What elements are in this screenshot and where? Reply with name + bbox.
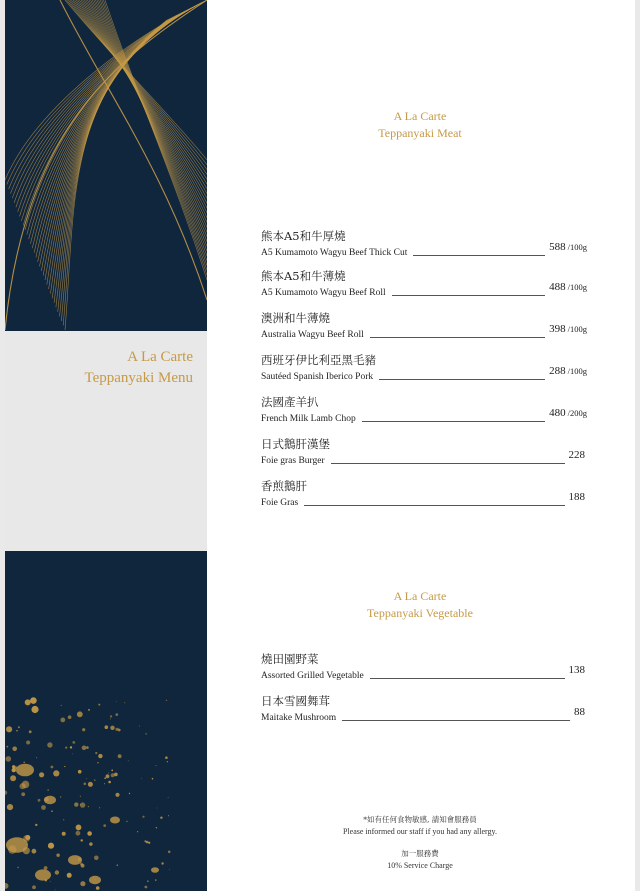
item-name-en: Sautéed Spanish Iberico Pork: [261, 372, 374, 382]
page-border-right: [635, 0, 640, 891]
item-unit: /100g: [567, 242, 587, 252]
item-name-cn: 燒田園野菜: [261, 652, 319, 666]
menu-item: [261, 395, 587, 425]
item-name-en: Assorted Grilled Vegetable: [261, 671, 364, 681]
leader-line: [370, 677, 565, 679]
item-unit: /100g: [567, 324, 587, 334]
sidebar-title-panel: [5, 331, 207, 551]
service-charge-cn: 加一服務費: [401, 849, 439, 858]
leader-line: [331, 462, 565, 464]
item-price: 188: [568, 491, 585, 503]
leader-line: [413, 254, 545, 256]
section-title-line2: Teppanyaki Meat: [378, 126, 462, 140]
menu-item: [261, 652, 587, 682]
service-charge-en: 10% Service Charge: [387, 861, 453, 870]
item-name-cn: 法國產羊扒: [261, 395, 319, 409]
item-name-cn: 西班牙伊比利亞黑毛豬: [261, 353, 376, 367]
section-title-line2: Teppanyaki Vegetable: [367, 606, 473, 620]
item-name-en: Australia Wagyu Beef Roll: [261, 330, 364, 340]
item-unit: /100g: [567, 282, 587, 292]
menu-item: [261, 694, 587, 724]
item-price: 228: [568, 449, 585, 461]
menu-item: [261, 479, 587, 509]
item-price: 398 /100g: [549, 323, 587, 335]
item-price: 88: [574, 706, 585, 718]
allergy-note-cn: *如有任何食物敏感, 請知會服務員: [363, 815, 477, 824]
item-price: 588 /100g: [549, 241, 587, 253]
item-unit: /100g: [567, 366, 587, 376]
item-name-en: Foie Gras: [261, 498, 299, 508]
item-name-en: French Milk Lamb Chop: [261, 414, 356, 424]
item-name-cn: 日式鵝肝漢堡: [261, 437, 330, 451]
item-name-en: A5 Kumamoto Wagyu Beef Roll: [261, 288, 386, 298]
item-name-cn: 澳洲和牛薄燒: [261, 311, 330, 325]
item-unit: /200g: [567, 408, 587, 418]
footer-notes: [300, 814, 540, 872]
leader-line: [304, 504, 564, 506]
menu-item: [261, 269, 587, 299]
item-name-cn: 熊本A5和牛薄燒: [261, 269, 346, 283]
leader-line: [342, 719, 570, 721]
section-title-vegetable: [300, 588, 540, 622]
item-price: 488 /100g: [549, 281, 587, 293]
item-name-cn: 熊本A5和牛厚燒: [261, 229, 346, 243]
item-price: 288 /100g: [549, 365, 587, 377]
menu-item: [261, 353, 587, 383]
leader-line: [362, 420, 545, 422]
leader-line: [392, 294, 545, 296]
sidebar-title: [84, 347, 193, 389]
item-name-en: Maitake Mushroom: [261, 713, 337, 723]
section-title-meat: [300, 108, 540, 142]
item-price: 138: [568, 664, 585, 676]
sidebar-title-line2: Teppanyaki Menu: [84, 370, 193, 386]
allergy-note-en: Please informed our staff if you had any allergy.: [342, 827, 498, 836]
menu-item: [261, 229, 587, 259]
leader-line: [370, 336, 545, 338]
item-name-cn: 日本雪國舞茸: [261, 694, 330, 708]
item-name-cn: 香煎鵝肝: [261, 479, 307, 493]
item-price: 480 /200g: [549, 407, 587, 419]
item-name-en: A5 Kumamoto Wagyu Beef Thick Cut: [261, 248, 408, 258]
item-name-en: Foie gras Burger: [261, 456, 325, 466]
section-title-line1: A La Carte: [393, 589, 447, 603]
section-title-line1: A La Carte: [393, 109, 447, 123]
sidebar-title-line1: A La Carte: [127, 349, 193, 365]
menu-item: [261, 311, 587, 341]
menu-item: [261, 437, 587, 467]
leader-line: [379, 378, 545, 380]
